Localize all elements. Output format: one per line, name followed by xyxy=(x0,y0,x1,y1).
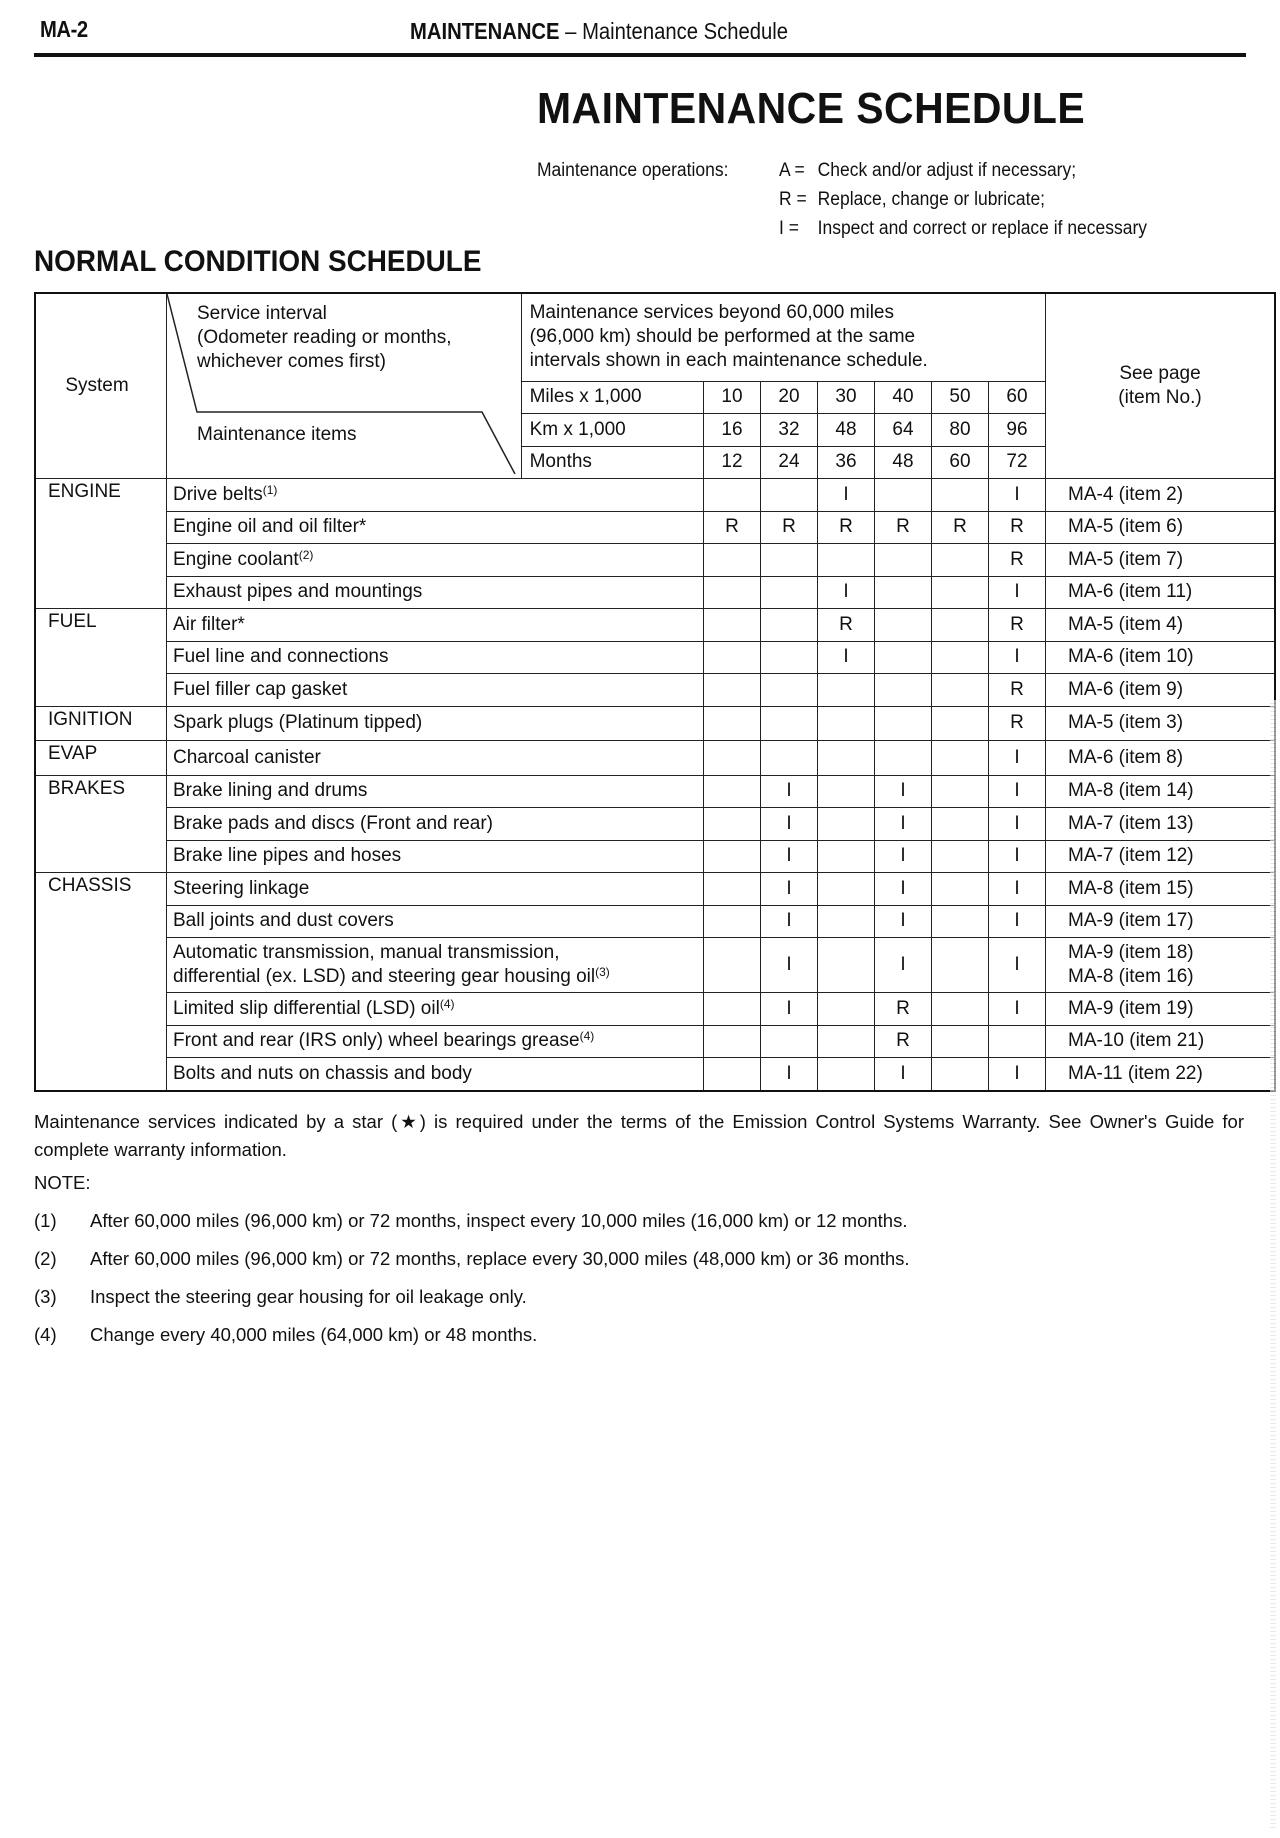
interval-value: 60 xyxy=(989,381,1046,414)
unit-label: Months xyxy=(521,446,703,479)
page-reference-line: MA-6 (item 10) xyxy=(1068,646,1194,668)
operation-cell: I xyxy=(875,840,932,873)
system-label: FUEL xyxy=(48,611,97,632)
operation-cell xyxy=(818,544,875,577)
item-text: Brake pads and discs (Front and rear) xyxy=(173,812,493,834)
operation-cell xyxy=(818,741,875,776)
page-reference-line: MA-9 (item 18) xyxy=(1068,942,1194,963)
operation-cell xyxy=(704,576,761,609)
operation-cell xyxy=(875,479,932,512)
item-text: Ball joints and dust covers xyxy=(173,910,394,932)
operation-cell xyxy=(704,873,761,906)
operation-cell: I xyxy=(989,1058,1046,1091)
page-reference xyxy=(1046,511,1276,544)
item-text-line2: differential (ex. LSD) and steering gear housing oil xyxy=(173,966,596,987)
table-row xyxy=(35,674,1275,707)
operation-cell xyxy=(704,938,761,993)
legend-text: Replace, change or lubricate; xyxy=(817,189,1046,210)
operation-cell xyxy=(818,1025,875,1058)
interval-value: 72 xyxy=(989,446,1046,479)
see-page-line: (item No.) xyxy=(1118,387,1202,408)
legend-text: Inspect and correct or replace if necessary xyxy=(817,218,1148,239)
page-reference xyxy=(1046,674,1276,707)
operation-cell xyxy=(761,706,818,741)
page-reference xyxy=(1046,938,1276,993)
note-text: After 60,000 miles (96,000 km) or 72 months, inspect every 10,000 miles (16,000 km) or 12 months. xyxy=(90,1210,908,1231)
running-header-dash: – xyxy=(565,18,577,44)
operation-cell xyxy=(932,706,989,741)
operation-cell xyxy=(704,706,761,741)
operation-cell xyxy=(704,905,761,938)
item-text: Engine coolant xyxy=(173,548,299,570)
operation-cell: I xyxy=(761,873,818,906)
maintenance-item xyxy=(167,479,704,512)
operation-cell: R xyxy=(875,993,932,1026)
operation-cell xyxy=(704,840,761,873)
operation-cell: I xyxy=(761,840,818,873)
item-text: Spark plugs (Platinum tipped) xyxy=(173,712,423,734)
page-reference-line: MA-6 (item 9) xyxy=(1068,678,1184,700)
operation-cell xyxy=(875,609,932,642)
table-row xyxy=(35,993,1275,1026)
operation-cell xyxy=(932,873,989,906)
operation-cell: I xyxy=(989,840,1046,873)
operation-cell: R xyxy=(932,511,989,544)
operation-cell: R xyxy=(989,511,1046,544)
interval-value: 20 xyxy=(761,381,818,414)
operation-cell xyxy=(704,1058,761,1091)
system-label: IGNITION xyxy=(48,708,133,730)
legend-item-r xyxy=(779,189,1045,211)
maintenance-item xyxy=(167,576,704,609)
header-system: System xyxy=(35,293,167,479)
page-reference-line: MA-8 (item 16) xyxy=(1068,966,1194,987)
operation-cell xyxy=(761,544,818,577)
page-reference xyxy=(1046,808,1276,841)
service-interval-line: whichever comes first) xyxy=(197,351,386,372)
emission-warranty-note: Maintenance services indicated by a star (★) is required under the terms of the Emission Control Systems Warranty. See Owner's Guide for complete warranty information. xyxy=(34,1111,1244,1160)
operation-cell xyxy=(761,674,818,707)
legend-lead: Maintenance operations: xyxy=(537,160,729,181)
interval-value: 32 xyxy=(761,414,818,447)
operation-cell xyxy=(932,674,989,707)
system-cell xyxy=(35,479,167,609)
operation-cell xyxy=(875,641,932,674)
operation-cell xyxy=(932,905,989,938)
header-see-page xyxy=(1046,293,1276,479)
maintenance-item xyxy=(167,938,704,993)
page-reference xyxy=(1046,544,1276,577)
page-reference xyxy=(1046,775,1276,808)
beyond-note-line: intervals shown in each maintenance schedule. xyxy=(529,350,928,372)
operation-cell xyxy=(932,840,989,873)
system-label: EVAP xyxy=(48,743,98,764)
table-row xyxy=(35,905,1275,938)
operation-cell xyxy=(932,775,989,808)
system-label: ENGINE xyxy=(48,481,121,502)
interval-value: 16 xyxy=(704,414,761,447)
operation-cell: R xyxy=(989,544,1046,577)
operation-cell xyxy=(704,674,761,707)
item-text: Front and rear (IRS only) wheel bearings grease xyxy=(173,1030,580,1052)
item-text: Air filter* xyxy=(173,613,245,635)
scan-edge-artifact xyxy=(1270,700,1276,1830)
operation-cell xyxy=(875,741,932,776)
schedule-table xyxy=(34,292,1276,1092)
operation-cell xyxy=(818,873,875,906)
page-reference-line: MA-4 (item 2) xyxy=(1068,483,1184,505)
note-number: (4) xyxy=(34,1324,57,1345)
operation-cell: I xyxy=(761,905,818,938)
operation-cell: R xyxy=(875,1025,932,1058)
maintenance-item xyxy=(167,1025,704,1058)
operation-cell: I xyxy=(875,873,932,906)
operation-cell xyxy=(818,905,875,938)
interval-value: 24 xyxy=(761,446,818,479)
legend-text: Check and/or adjust if necessary; xyxy=(817,160,1077,181)
operation-cell: I xyxy=(989,873,1046,906)
table-row xyxy=(35,938,1275,993)
maintenance-item xyxy=(167,808,704,841)
page-reference-line: MA-5 (item 6) xyxy=(1068,516,1184,538)
page-reference xyxy=(1046,479,1276,512)
operation-cell: R xyxy=(989,674,1046,707)
footnote-ref: (1) xyxy=(262,482,278,497)
table-row xyxy=(35,840,1275,873)
header-service-interval xyxy=(197,302,452,374)
table-row xyxy=(35,479,1275,512)
operation-cell xyxy=(875,706,932,741)
operation-cell xyxy=(932,741,989,776)
maintenance-item xyxy=(167,609,704,642)
operation-cell: I xyxy=(989,641,1046,674)
page-reference xyxy=(1046,873,1276,906)
maintenance-item xyxy=(167,840,704,873)
legend-item-i xyxy=(779,218,1147,240)
system-cell xyxy=(35,873,167,1091)
interval-value: 12 xyxy=(704,446,761,479)
interval-value: 64 xyxy=(875,414,932,447)
service-interval-line: Service interval xyxy=(197,303,327,324)
header-diagonal-cell xyxy=(167,293,522,479)
header-rule xyxy=(34,53,1246,57)
page-reference xyxy=(1046,609,1276,642)
item-text: Drive belts xyxy=(173,483,263,505)
operation-cell: I xyxy=(875,1058,932,1091)
table-row xyxy=(35,775,1275,808)
operation-cell: I xyxy=(989,808,1046,841)
operation-cell xyxy=(761,641,818,674)
system-cell xyxy=(35,775,167,873)
operation-cell: R xyxy=(989,706,1046,741)
operation-cell xyxy=(932,576,989,609)
page-reference xyxy=(1046,1025,1276,1058)
footnote-ref: (4) xyxy=(439,996,455,1011)
interval-value: 40 xyxy=(875,381,932,414)
page-reference-line: MA-8 (item 14) xyxy=(1068,780,1194,802)
operation-cell xyxy=(818,775,875,808)
operation-cell: R xyxy=(818,511,875,544)
legend-code: R = xyxy=(779,189,807,210)
maintenance-item xyxy=(167,873,704,906)
operation-cell: I xyxy=(761,775,818,808)
operation-cell: I xyxy=(989,741,1046,776)
page-reference-line: MA-10 (item 21) xyxy=(1068,1030,1205,1052)
operation-cell xyxy=(818,938,875,993)
item-text: Brake line pipes and hoses xyxy=(173,845,402,867)
page-reference xyxy=(1046,641,1276,674)
operation-cell: I xyxy=(761,938,818,993)
interval-value: 30 xyxy=(818,381,875,414)
interval-value: 80 xyxy=(932,414,989,447)
operation-cell: I xyxy=(875,938,932,993)
page-reference xyxy=(1046,1058,1276,1091)
table-row xyxy=(35,808,1275,841)
page-reference-line: MA-11 (item 22) xyxy=(1068,1062,1203,1084)
system-cell xyxy=(35,741,167,776)
maintenance-item xyxy=(167,1058,704,1091)
operation-cell xyxy=(704,993,761,1026)
operation-cell: R xyxy=(704,511,761,544)
maintenance-item xyxy=(167,905,704,938)
operation-cell xyxy=(818,706,875,741)
operation-cell xyxy=(932,544,989,577)
maintenance-item xyxy=(167,741,704,776)
operation-cell xyxy=(704,609,761,642)
item-text: Exhaust pipes and mountings xyxy=(173,581,423,603)
legend-item-a xyxy=(779,160,1076,182)
note-text: Inspect the steering gear housing for oil leakage only. xyxy=(90,1286,527,1307)
note-number: (3) xyxy=(34,1286,57,1307)
table-row xyxy=(35,511,1275,544)
beyond-note-line: (96,000 km) should be performed at the same xyxy=(529,326,916,348)
operation-cell xyxy=(704,544,761,577)
operation-cell: I xyxy=(761,993,818,1026)
item-text: Steering linkage xyxy=(173,877,310,899)
table-row xyxy=(35,544,1275,577)
operation-cell: I xyxy=(989,905,1046,938)
notes-heading: NOTE: xyxy=(34,1172,91,1193)
operation-cell: I xyxy=(989,775,1046,808)
item-text: Charcoal canister xyxy=(173,746,321,768)
operation-cell xyxy=(704,641,761,674)
page-reference-line: MA-7 (item 12) xyxy=(1068,845,1194,867)
operation-cell xyxy=(989,1025,1046,1058)
interval-value: 36 xyxy=(818,446,875,479)
interval-value: 48 xyxy=(818,414,875,447)
interval-value: 60 xyxy=(932,446,989,479)
legend-code: A = xyxy=(779,160,805,181)
page-reference xyxy=(1046,741,1276,776)
page-reference-line: MA-9 (item 17) xyxy=(1068,910,1194,932)
operation-cell xyxy=(761,576,818,609)
footnote-ref: (3) xyxy=(595,965,610,979)
page-reference-line: MA-5 (item 7) xyxy=(1068,548,1184,570)
operation-cell xyxy=(704,775,761,808)
note-number: (1) xyxy=(34,1210,57,1231)
beyond-note-line: Maintenance services beyond 60,000 miles xyxy=(529,302,894,324)
operation-cell xyxy=(818,674,875,707)
system-cell xyxy=(35,609,167,707)
page-reference-line: MA-6 (item 11) xyxy=(1068,581,1193,603)
operation-cell xyxy=(875,674,932,707)
page-reference-line: MA-8 (item 15) xyxy=(1068,877,1194,899)
note-text: After 60,000 miles (96,000 km) or 72 months, replace every 30,000 miles (48,000 km) or 36 months. xyxy=(90,1248,910,1269)
item-text: Engine oil and oil filter* xyxy=(173,516,367,538)
operation-cell xyxy=(704,479,761,512)
page-title: MAINTENANCE SCHEDULE xyxy=(537,84,1086,133)
page-reference-line: MA-7 (item 13) xyxy=(1068,812,1194,834)
operation-cell: R xyxy=(989,609,1046,642)
operation-cell xyxy=(932,938,989,993)
operation-cell: I xyxy=(989,479,1046,512)
header-beyond-note xyxy=(521,293,1045,381)
operation-cell xyxy=(932,1058,989,1091)
operation-cell xyxy=(932,479,989,512)
note-number: (2) xyxy=(34,1248,57,1269)
maintenance-item xyxy=(167,993,704,1026)
system-label: CHASSIS xyxy=(48,875,132,896)
interval-value: 50 xyxy=(932,381,989,414)
operation-cell: I xyxy=(818,641,875,674)
section-title: NORMAL CONDITION SCHEDULE xyxy=(34,245,482,278)
operation-cell xyxy=(932,609,989,642)
page-reference xyxy=(1046,576,1276,609)
operation-cell xyxy=(761,479,818,512)
page-reference xyxy=(1046,905,1276,938)
operation-cell xyxy=(818,808,875,841)
operation-cell xyxy=(704,808,761,841)
item-text: Fuel line and connections xyxy=(173,646,389,668)
item-text: Brake lining and drums xyxy=(173,780,368,802)
note-text: Change every 40,000 miles (64,000 km) or 48 months. xyxy=(90,1324,538,1345)
operation-cell: I xyxy=(875,905,932,938)
operation-cell xyxy=(704,741,761,776)
operation-cell: I xyxy=(761,1058,818,1091)
operation-cell xyxy=(761,741,818,776)
maintenance-item xyxy=(167,511,704,544)
page-reference xyxy=(1046,706,1276,741)
operation-cell xyxy=(932,808,989,841)
operation-cell xyxy=(704,1025,761,1058)
operation-cell xyxy=(761,609,818,642)
page-reference-line: MA-5 (item 3) xyxy=(1068,712,1184,734)
page-reference-line: MA-6 (item 8) xyxy=(1068,746,1184,768)
page-reference-line: MA-9 (item 19) xyxy=(1068,997,1194,1019)
maintenance-item xyxy=(167,674,704,707)
system-label: BRAKES xyxy=(48,777,126,799)
item-text: Automatic transmission, manual transmission, xyxy=(173,942,560,963)
operation-cell: I xyxy=(818,576,875,609)
maintenance-item xyxy=(167,544,704,577)
operation-cell xyxy=(818,993,875,1026)
operation-cell: I xyxy=(761,808,818,841)
operation-cell: I xyxy=(818,479,875,512)
table-row xyxy=(35,641,1275,674)
page-reference-line: MA-5 (item 4) xyxy=(1068,613,1184,635)
table-row xyxy=(35,741,1275,776)
operation-cell xyxy=(761,1025,818,1058)
header-maintenance-items: Maintenance items xyxy=(197,424,357,445)
unit-label: Km x 1,000 xyxy=(521,414,703,447)
unit-label: Miles x 1,000 xyxy=(521,381,703,414)
legend-code: I = xyxy=(779,218,799,239)
operation-cell: I xyxy=(989,938,1046,993)
interval-value: 48 xyxy=(875,446,932,479)
footnote-ref: (2) xyxy=(298,547,314,562)
operation-cell xyxy=(875,576,932,609)
maintenance-item xyxy=(167,706,704,741)
table-row xyxy=(35,873,1275,906)
table-row xyxy=(35,576,1275,609)
operation-cell: I xyxy=(989,576,1046,609)
interval-value: 96 xyxy=(989,414,1046,447)
operation-cell: R xyxy=(761,511,818,544)
operation-cell xyxy=(932,641,989,674)
maintenance-item xyxy=(167,641,704,674)
operation-cell: R xyxy=(818,609,875,642)
table-row xyxy=(35,1025,1275,1058)
page-number: MA-2 xyxy=(40,16,88,42)
footnote-ref: (4) xyxy=(579,1029,595,1044)
operation-cell: I xyxy=(875,775,932,808)
operation-cell: I xyxy=(875,808,932,841)
item-text: Limited slip differential (LSD) oil xyxy=(173,997,440,1019)
page-reference xyxy=(1046,840,1276,873)
operation-cell xyxy=(875,544,932,577)
running-header-section: MAINTENANCE xyxy=(410,18,560,44)
item-text: Bolts and nuts on chassis and body xyxy=(173,1062,472,1084)
operation-cell xyxy=(818,1058,875,1091)
see-page-line: See page xyxy=(1119,363,1201,384)
operation-cell: I xyxy=(989,993,1046,1026)
operation-cell xyxy=(818,840,875,873)
system-cell xyxy=(35,706,167,741)
item-text: Fuel filler cap gasket xyxy=(173,678,348,700)
table-row xyxy=(35,706,1275,741)
page-reference xyxy=(1046,993,1276,1026)
table-row xyxy=(35,1058,1275,1091)
running-header-subsection: Maintenance Schedule xyxy=(582,18,788,44)
service-interval-line: (Odometer reading or months, xyxy=(197,327,452,348)
operation-cell xyxy=(932,1025,989,1058)
operation-cell: R xyxy=(875,511,932,544)
maintenance-item xyxy=(167,775,704,808)
running-header xyxy=(410,18,788,45)
table-row xyxy=(35,609,1275,642)
operation-cell xyxy=(932,993,989,1026)
interval-value: 10 xyxy=(704,381,761,414)
